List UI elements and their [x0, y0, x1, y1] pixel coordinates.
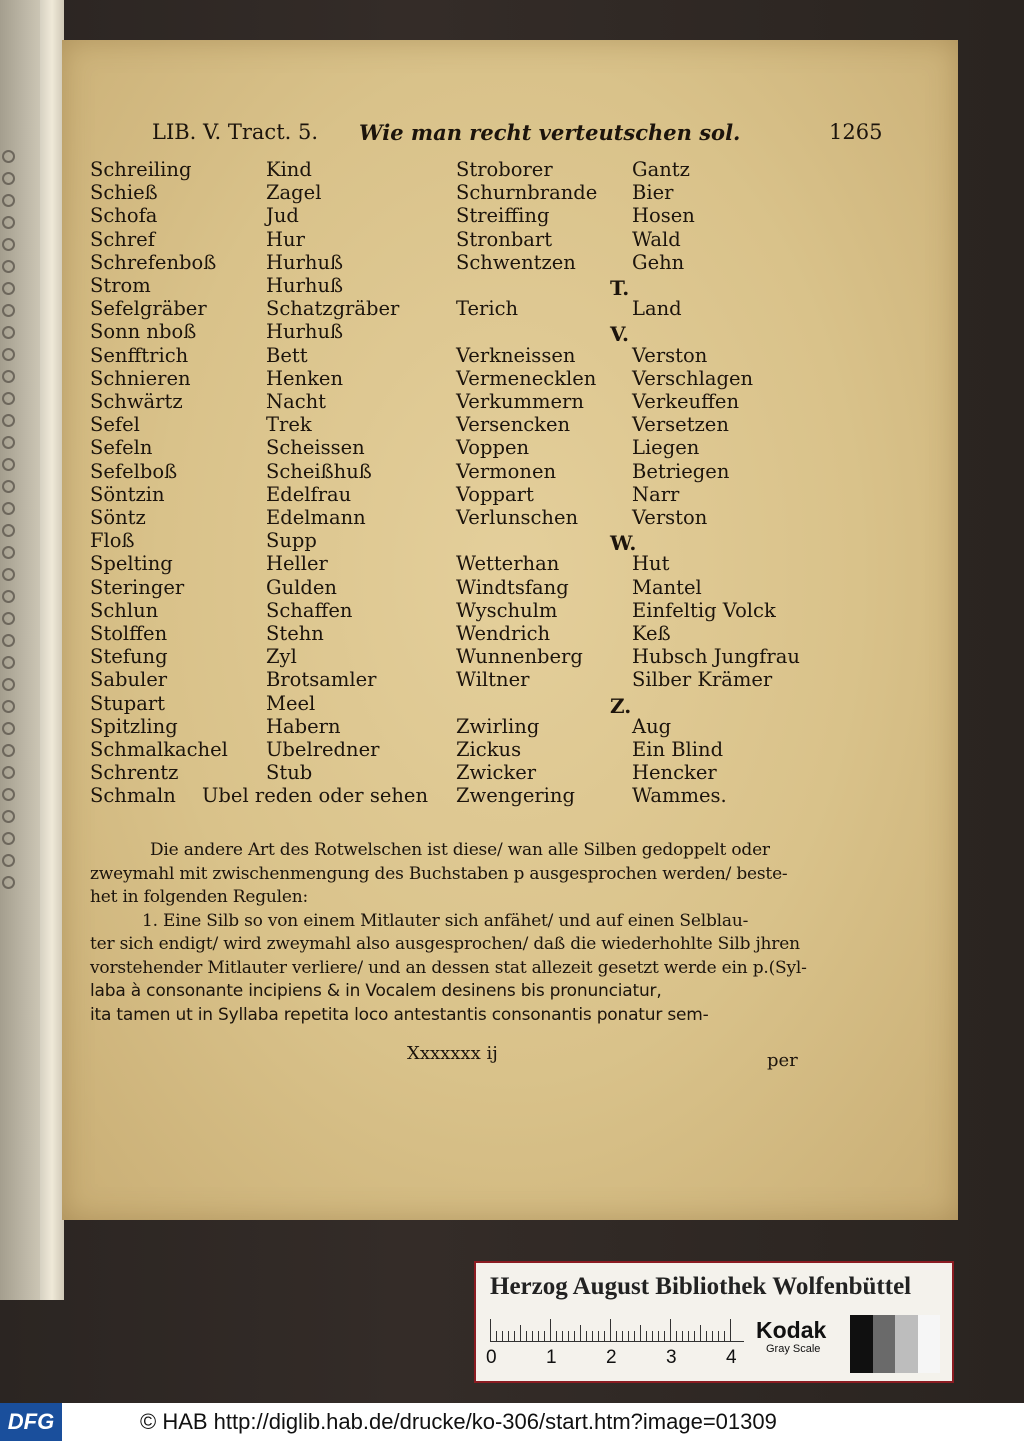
ruler-number: 3: [666, 1347, 677, 1368]
left-german-meaning: Schaffen: [266, 598, 353, 622]
ruler-tick: [646, 1331, 647, 1341]
fragment-glyph: [2, 788, 15, 801]
left-rotwelsch-word: Senfftrich: [90, 343, 189, 367]
alphabet-letter-heading: T.: [610, 276, 630, 300]
ruler-tick: [670, 1319, 671, 1341]
alphabet-letter-heading: Z.: [610, 693, 632, 718]
ruler-tick: [730, 1319, 731, 1341]
fragment-glyph: [2, 656, 15, 669]
ruler-tick: [574, 1331, 575, 1341]
ruler-tick: [664, 1331, 665, 1341]
ruler-tick: [514, 1331, 515, 1341]
right-german-meaning: Keß: [632, 622, 671, 645]
left-german-meaning: Supp: [266, 529, 317, 553]
left-rotwelsch-word: Sefelgräber: [90, 297, 207, 321]
ruler-tick: [520, 1325, 521, 1341]
fragment-glyph: [2, 744, 15, 757]
paragraph-line: het in folgenden Regulen:: [90, 887, 309, 907]
left-german-meaning: Hur: [266, 227, 305, 251]
ruler-tick: [622, 1331, 623, 1341]
left-rotwelsch-word: Floß: [90, 529, 135, 553]
library-label: [474, 1261, 954, 1383]
ruler-tick: [508, 1331, 509, 1341]
right-german-meaning: Gantz: [632, 158, 690, 181]
fragment-glyph: [2, 304, 15, 317]
left-german-meaning: Henken: [266, 366, 344, 390]
catchword: per: [767, 1050, 798, 1071]
left-german-meaning: Kind: [266, 158, 312, 181]
right-rotwelsch-word: Zwicker: [456, 761, 537, 785]
fragment-glyph: [2, 722, 15, 735]
right-german-meaning: Einfeltig Volck: [632, 598, 776, 622]
right-german-meaning: Liegen: [632, 436, 700, 460]
left-rotwelsch-word: Schofa: [90, 204, 158, 228]
right-german-meaning: Ein Blind: [632, 738, 724, 761]
ruler-tick: [544, 1331, 545, 1341]
left-rotwelsch-word: Schrefenboß: [90, 250, 217, 274]
ruler-number: 0: [486, 1347, 497, 1368]
left-german-meaning: Edelmann: [266, 506, 366, 529]
right-rotwelsch-word: Streiffing: [456, 204, 550, 228]
right-german-meaning: Bier: [632, 181, 674, 205]
fragment-glyph: [2, 216, 15, 229]
alphabet-letter-heading: V.: [610, 322, 629, 347]
left-rotwelsch-word: Strom: [90, 274, 151, 297]
ruler-tick: [616, 1331, 617, 1341]
ruler-tick: [634, 1331, 635, 1341]
right-german-meaning: Hencker: [632, 761, 717, 785]
rule-line: ter sich endigt/ wird zweymahl also ausgesprochen/ daß die wiederhohlte Silb jhren: [90, 934, 800, 954]
fragment-glyph: [2, 568, 15, 581]
fragment-glyph: [2, 172, 15, 185]
ruler-tick: [592, 1331, 593, 1341]
left-german-meaning: Bett: [266, 343, 308, 367]
fragment-glyph: [2, 700, 15, 713]
ruler-tick: [568, 1331, 569, 1341]
fragment-glyph: [2, 876, 15, 889]
right-rotwelsch-word: Voppart: [456, 482, 534, 506]
left-rotwelsch-word: Sefeln: [90, 436, 153, 460]
right-rotwelsch-word: Zwengering: [456, 784, 575, 808]
right-rotwelsch-word: Wunnenberg: [456, 645, 583, 669]
copyright-notice: © HAB http://diglib.hab.de/drucke/ko-306/start.htm?image=01309: [140, 1409, 777, 1434]
page-number: 1265: [829, 120, 883, 144]
right-rotwelsch-word: Windtsfang: [456, 575, 569, 599]
fragment-glyph: [2, 766, 15, 779]
left-german-meaning: Jud: [266, 204, 299, 228]
fragment-glyph: [2, 326, 15, 339]
left-german-meaning: Gulden: [266, 575, 337, 599]
right-german-meaning: Betriegen: [632, 459, 730, 483]
fragment-glyph: [2, 458, 15, 471]
left-german-meaning: Trek: [266, 413, 312, 437]
ruler-tick: [706, 1331, 707, 1341]
left-rotwelsch-word: Sefelboß: [90, 459, 178, 483]
running-head: [152, 120, 883, 148]
left-rotwelsch-word: Söntzin: [90, 482, 165, 506]
page-fold-shadow: [40, 0, 64, 1300]
right-rotwelsch-word: Wyschulm: [456, 598, 558, 622]
fragment-glyph: [2, 436, 15, 449]
left-rotwelsch-word: Spelting: [90, 552, 173, 576]
left-rotwelsch-word: Söntz: [90, 506, 146, 529]
ruler-tick: [676, 1331, 677, 1341]
right-german-meaning: Silber Krämer: [632, 668, 773, 692]
ruler-number: 1: [546, 1347, 557, 1368]
fragment-glyph: [2, 414, 15, 427]
fragment-glyph: [2, 590, 15, 603]
ruler-number: 2: [606, 1347, 617, 1368]
ruler-tick: [586, 1331, 587, 1341]
fragment-glyph: [2, 480, 15, 493]
right-rotwelsch-word: Stronbart: [456, 227, 553, 251]
left-german-meaning: Hurhuß: [266, 274, 344, 297]
left-german-meaning: Zagel: [266, 181, 322, 205]
ruler-tick: [598, 1331, 599, 1341]
ruler-tick: [610, 1319, 611, 1341]
right-rotwelsch-word: Wiltner: [456, 668, 530, 692]
ruler-tick: [640, 1325, 641, 1341]
book-page: [62, 40, 958, 1220]
ruler-tick: [700, 1325, 701, 1341]
ruler-tick: [532, 1331, 533, 1341]
right-german-meaning: Land: [632, 297, 682, 321]
right-german-meaning: Wald: [632, 227, 681, 251]
left-rotwelsch-word: Schmaln: [90, 784, 176, 808]
left-rotwelsch-word: Schlun: [90, 598, 159, 622]
right-rotwelsch-word: Schurnbrande: [456, 181, 598, 205]
right-rotwelsch-word: Vermonen: [456, 459, 557, 483]
left-rotwelsch-word: Stefung: [90, 645, 168, 669]
ruler-tick: [658, 1331, 659, 1341]
left-german-meaning: Meel: [266, 691, 316, 715]
ruler-number: 4: [726, 1347, 737, 1368]
fragment-glyph: [2, 348, 15, 361]
left-rotwelsch-word: Schreiling: [90, 158, 192, 181]
left-rotwelsch-word: Stupart: [90, 691, 166, 715]
left-german-meaning: Nacht: [266, 390, 327, 413]
right-german-meaning: Verston: [632, 506, 708, 529]
right-rotwelsch-word: Vermenecklen: [456, 366, 597, 390]
ruler-tick: [490, 1319, 491, 1341]
right-german-meaning: Verston: [632, 343, 708, 367]
right-rotwelsch-word: Zwirling: [456, 714, 540, 738]
fragment-glyph: [2, 392, 15, 405]
fragment-glyph: [2, 832, 15, 845]
ruler-tick: [718, 1331, 719, 1341]
ruler-tick: [604, 1331, 605, 1341]
left-german-meaning: Stub: [266, 761, 313, 785]
right-rotwelsch-word: Verlunschen: [456, 506, 579, 529]
left-rotwelsch-word: Schmalkachel: [90, 738, 228, 761]
right-german-meaning: Wammes.: [632, 784, 727, 808]
left-german-meaning: Hurhuß: [266, 250, 344, 274]
right-rotwelsch-word: Versencken: [456, 413, 571, 437]
right-german-meaning: Narr: [632, 482, 680, 506]
left-rotwelsch-word: Schrentz: [90, 761, 179, 785]
fragment-glyph: [2, 524, 15, 537]
page-text-area: [62, 40, 958, 1220]
right-german-meaning: Aug: [632, 714, 672, 738]
right-german-meaning: Gehn: [632, 250, 685, 274]
left-german-meaning: Hurhuß: [266, 320, 344, 344]
left-german-meaning: Heller: [266, 552, 328, 576]
ruler-tick: [712, 1331, 713, 1341]
ruler-tick: [688, 1331, 689, 1341]
alphabet-letter-heading: W.: [610, 531, 637, 556]
right-rotwelsch-word: Verkummern: [456, 390, 584, 413]
rule-line: vorstehender Mitlauter verliere/ und an dessen stat allezeit gesetzt werde ein p.(Syl-: [90, 957, 807, 978]
library-name: Herzog August Bibliothek Wolfenbüttel: [490, 1273, 912, 1300]
fragment-glyph: [2, 150, 15, 163]
fragment-glyph: [2, 370, 15, 383]
right-german-meaning: Hut: [632, 552, 670, 576]
ruler-tick: [694, 1331, 695, 1341]
left-rotwelsch-word: Sabuler: [90, 668, 168, 692]
dfg-logo: DFG: [0, 1403, 62, 1441]
fragment-glyph: [2, 260, 15, 273]
left-rotwelsch-word: Steringer: [90, 575, 185, 599]
fragment-glyph: [2, 854, 15, 867]
ruler-tick: [502, 1331, 503, 1341]
fragment-glyph: [2, 194, 15, 207]
fragment-glyph: [2, 810, 15, 823]
fragment-glyph: [2, 502, 15, 515]
paragraph-line: zweymahl mit zwischenmengung des Buchstaben p ausgesprochen werden/ beste-: [90, 863, 788, 884]
left-german-meaning: Habern: [266, 714, 341, 738]
right-german-meaning: Verkeuffen: [632, 390, 740, 413]
left-rotwelsch-word: Sefel: [90, 413, 140, 437]
right-german-meaning: Hubsch Jungfrau: [632, 645, 800, 669]
right-rotwelsch-word: Zickus: [456, 738, 522, 761]
ruler-tick: [628, 1331, 629, 1341]
right-german-meaning: Hosen: [632, 204, 695, 228]
scale-ruler: [490, 1313, 744, 1342]
book-section: LIB. V. Tract. 5.: [152, 120, 319, 144]
page-title: Wie man recht verteutschen sol.: [359, 120, 741, 145]
right-rotwelsch-word: Wendrich: [456, 622, 551, 645]
gray-scale-swatch: [850, 1315, 940, 1373]
right-rotwelsch-word: Schwentzen: [456, 250, 576, 274]
left-german-meaning: Ubel reden oder sehen: [202, 784, 429, 808]
left-rotwelsch-word: Schref: [90, 227, 155, 251]
ruler-tick: [556, 1331, 557, 1341]
ruler-tick: [652, 1331, 653, 1341]
left-german-meaning: Schatzgräber: [266, 297, 400, 321]
left-rotwelsch-word: Schwärtz: [90, 390, 183, 413]
right-german-meaning: Verschlagen: [632, 366, 754, 390]
right-rotwelsch-word: Voppen: [456, 436, 530, 460]
paragraph-line: Die andere Art des Rotwelschen ist diese/ wan alle Silben gedoppelt oder: [150, 840, 770, 860]
ruler-tick: [724, 1331, 725, 1341]
left-german-meaning: Brotsamler: [266, 668, 377, 692]
ruler-tick: [550, 1319, 551, 1341]
fragment-glyph: [2, 546, 15, 559]
fragment-glyph: [2, 282, 15, 295]
left-german-meaning: Ubelredner: [266, 738, 380, 761]
fragment-glyph: [2, 634, 15, 647]
ruler-tick: [526, 1331, 527, 1341]
latin-line: ita tamen ut in Syllaba repetita loco antestantis consonantis ponatur sem-: [90, 1004, 709, 1025]
left-german-meaning: Zyl: [266, 645, 297, 669]
ruler-tick: [496, 1331, 497, 1341]
ruler-tick: [580, 1325, 581, 1341]
left-rotwelsch-word: Stolffen: [90, 622, 168, 645]
kodak-brand: Kodak: [756, 1317, 827, 1343]
left-german-meaning: Scheissen: [266, 436, 365, 460]
fragment-glyph: [2, 238, 15, 251]
left-rotwelsch-word: Schnieren: [90, 366, 191, 390]
ruler-tick: [538, 1331, 539, 1341]
left-german-meaning: Edelfrau: [266, 482, 352, 506]
gray-scale-caption: Gray Scale: [766, 1343, 821, 1355]
right-rotwelsch-word: Wetterhan: [456, 552, 560, 576]
left-german-meaning: Stehn: [266, 622, 324, 645]
right-rotwelsch-word: Verkneissen: [456, 343, 576, 367]
left-german-meaning: Scheißhuß: [266, 459, 372, 483]
right-german-meaning: Versetzen: [632, 413, 729, 437]
left-rotwelsch-word: Sonn nboß: [90, 320, 197, 344]
fragment-glyph: [2, 678, 15, 691]
right-rotwelsch-word: Stroborer: [456, 158, 553, 181]
left-rotwelsch-word: Schieß: [90, 181, 158, 205]
ruler-tick: [562, 1331, 563, 1341]
left-rotwelsch-word: Spitzling: [90, 714, 178, 738]
rule-line: 1. Eine Silb so von einem Mitlauter sich anfähet/ und auf einen Selblau-: [142, 910, 749, 931]
right-rotwelsch-word: Terich: [456, 297, 519, 321]
right-german-meaning: Mantel: [632, 575, 702, 599]
ruler-tick: [682, 1331, 683, 1341]
fragment-glyph: [2, 612, 15, 625]
signature-mark: Xxxxxxx ij: [407, 1043, 498, 1064]
latin-line: laba à consonante incipiens & in Vocalem desinens bis pronunciatur,: [90, 981, 662, 1001]
